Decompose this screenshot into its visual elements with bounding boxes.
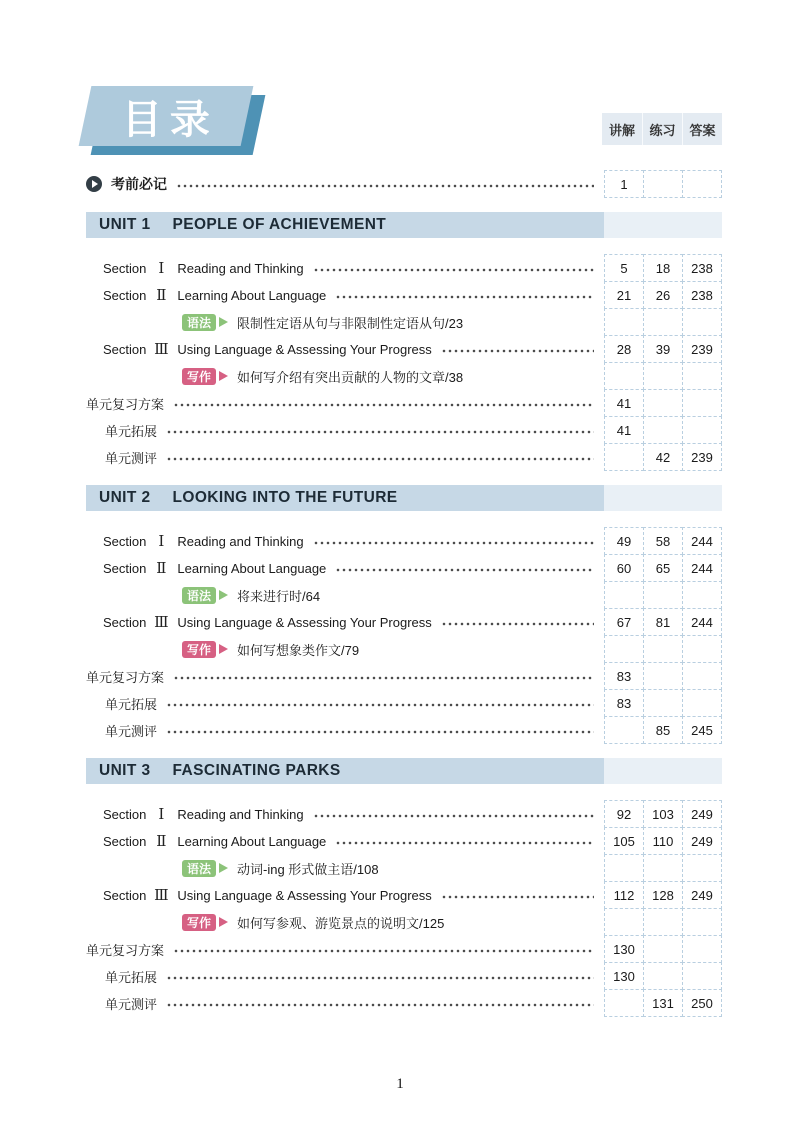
section-word: Section — [103, 287, 147, 303]
section-word: Section — [103, 260, 147, 276]
dot-leader — [313, 268, 594, 272]
arrow-right-icon — [219, 590, 228, 600]
page-cell-explain — [604, 989, 644, 1017]
page-cell-answers — [682, 389, 722, 417]
row-label: 单元复习方案 — [86, 396, 165, 412]
page-cell-explain — [604, 581, 644, 609]
unit-1-rows — [86, 254, 722, 471]
page-cell-answers: 238 — [682, 254, 722, 282]
toc-row-extension — [86, 689, 722, 717]
section-numeral: Ⅰ — [158, 806, 165, 823]
dot-leader — [166, 430, 594, 434]
dot-leader — [441, 622, 594, 626]
dot-leader — [335, 568, 594, 572]
page-cell-practice — [643, 962, 683, 990]
section-word: Section — [103, 341, 147, 357]
page-cell-explain — [604, 443, 644, 471]
writing-badge: 写作 — [182, 368, 216, 385]
pre-exam-label: 考前必记 — [111, 176, 167, 192]
section-numeral: Ⅲ — [154, 341, 169, 358]
page-cell-answers — [682, 170, 722, 198]
toc-row-section — [86, 800, 722, 828]
toc-row-assessment — [86, 443, 722, 471]
section-title: Learning About Language — [177, 560, 327, 576]
page-cell-explain: 1 — [604, 170, 644, 198]
dot-leader — [166, 457, 594, 461]
page-cell-answers: 239 — [682, 443, 722, 471]
page-cell-answers — [682, 662, 722, 690]
grammar-topic: 动词-ing 形式做主语/108 — [237, 861, 379, 877]
section-numeral: Ⅱ — [156, 560, 167, 577]
page-cell-explain — [604, 635, 644, 663]
page-cell-practice — [643, 662, 683, 690]
toc-row-review-plan — [86, 389, 722, 417]
page-cell-practice — [643, 362, 683, 390]
page-cell-practice — [643, 389, 683, 417]
page-cell-answers: 239 — [682, 335, 722, 363]
page-title: 目录 — [122, 97, 218, 142]
toc-row-section — [86, 281, 722, 309]
section-word: Section — [103, 833, 147, 849]
dot-leader — [173, 676, 594, 680]
toc-row-review-plan — [86, 662, 722, 690]
grammar-badge: 语法 — [182, 314, 216, 331]
page-cell-answers — [682, 635, 722, 663]
unit-label: UNIT 2 — [99, 489, 151, 506]
unit-2-rows — [86, 527, 722, 744]
row-label: 单元测评 — [105, 450, 158, 466]
page-cell-answers — [682, 362, 722, 390]
unit-title: FASCINATING PARKS — [172, 762, 341, 779]
page-cell-answers — [682, 908, 722, 936]
page-cell-practice — [643, 854, 683, 882]
page-cell-explain: 105 — [604, 827, 644, 855]
toc-row-section — [86, 554, 722, 582]
page-cell-explain: 92 — [604, 800, 644, 828]
page-cell-practice: 103 — [643, 800, 683, 828]
unit-title: PEOPLE OF ACHIEVEMENT — [172, 216, 387, 233]
page-cell-answers — [682, 962, 722, 990]
grammar-badge: 语法 — [182, 587, 216, 604]
page-cell-practice: 65 — [643, 554, 683, 582]
page-cell-practice: 39 — [643, 335, 683, 363]
toc-row-extension — [86, 416, 722, 444]
section-title: Using Language & Assessing Your Progress — [177, 341, 432, 357]
writing-badge: 写作 — [182, 914, 216, 931]
section-numeral: Ⅰ — [158, 260, 165, 277]
toc-row-review-plan — [86, 935, 722, 963]
row-label: 单元拓展 — [105, 969, 158, 985]
unit-block-2 — [86, 485, 722, 744]
unit-3-band — [86, 758, 604, 784]
page-cell-answers: 249 — [682, 881, 722, 909]
dot-leader — [441, 895, 594, 899]
unit-title: LOOKING INTO THE FUTURE — [172, 489, 398, 506]
unit-1-band — [86, 212, 604, 238]
page-cell-answers: 238 — [682, 281, 722, 309]
row-label: 单元复习方案 — [86, 942, 165, 958]
writing-topic: 如何写介绍有突出贡献的人物的文章/38 — [237, 369, 464, 385]
section-word: Section — [103, 887, 147, 903]
section-word: Section — [103, 560, 147, 576]
toc-row-extension — [86, 962, 722, 990]
unit-3-header — [86, 758, 722, 784]
page-cell-explain: 49 — [604, 527, 644, 555]
page-cell-explain — [604, 362, 644, 390]
row-label: 单元复习方案 — [86, 669, 165, 685]
page-cell-practice — [643, 689, 683, 717]
dot-leader — [313, 814, 594, 818]
page-cell-answers: 244 — [682, 608, 722, 636]
page-cell-explain: 21 — [604, 281, 644, 309]
column-header-explain: 讲解 — [602, 113, 642, 145]
footer-page-number: 1 — [396, 1076, 404, 1092]
page-cell-practice — [643, 935, 683, 963]
unit-3-rows — [86, 800, 722, 1017]
arrow-right-icon — [219, 371, 228, 381]
section-title: Reading and Thinking — [177, 806, 304, 822]
dot-leader — [313, 541, 594, 545]
page-header — [86, 86, 722, 170]
page-cell-explain: 83 — [604, 662, 644, 690]
section-word: Section — [103, 533, 147, 549]
section-numeral: Ⅰ — [158, 533, 165, 550]
writing-topic: 如何写想象类作文/79 — [237, 642, 360, 658]
column-header-practice: 练习 — [642, 113, 682, 145]
section-numeral: Ⅱ — [156, 287, 167, 304]
dot-leader — [173, 949, 594, 953]
dot-leader — [176, 184, 594, 188]
page-cell-answers — [682, 854, 722, 882]
page-cell-explain: 28 — [604, 335, 644, 363]
dot-leader — [453, 922, 594, 926]
toc-row-assessment — [86, 716, 722, 744]
page-cell-answers — [682, 935, 722, 963]
toc-row-section — [86, 827, 722, 855]
section-numeral: Ⅲ — [154, 887, 169, 904]
unit-block-1 — [86, 212, 722, 471]
page-cell-answers — [682, 308, 722, 336]
section-numeral: Ⅲ — [154, 614, 169, 631]
page-cell-practice: 85 — [643, 716, 683, 744]
dot-leader — [166, 1003, 594, 1007]
page-cell-explain: 41 — [604, 389, 644, 417]
page-cell-answers: 249 — [682, 827, 722, 855]
page-cell-practice: 18 — [643, 254, 683, 282]
page-cell-answers: 244 — [682, 554, 722, 582]
unit-label: UNIT 3 — [99, 762, 151, 779]
logo-shape — [79, 86, 254, 146]
dot-leader — [368, 649, 594, 653]
dot-leader — [166, 730, 594, 734]
unit-block-3 — [86, 758, 722, 1017]
pre-exam-row — [86, 170, 722, 198]
writing-topic: 如何写参观、游览景点的说明文/125 — [237, 915, 445, 931]
toc-row-writing — [86, 362, 722, 390]
page-cell-answers — [682, 581, 722, 609]
toc-row-section — [86, 335, 722, 363]
page-cell-practice — [643, 635, 683, 663]
page-cell-explain — [604, 308, 644, 336]
dot-leader — [441, 349, 594, 353]
writing-badge: 写作 — [182, 641, 216, 658]
dot-leader — [329, 595, 594, 599]
unit-band-light-section — [604, 212, 722, 238]
dot-leader — [335, 841, 594, 845]
row-label: 单元拓展 — [105, 423, 158, 439]
section-title: Learning About Language — [177, 833, 327, 849]
page-cell-answers: 249 — [682, 800, 722, 828]
grammar-topic: 将来进行时/64 — [237, 588, 321, 604]
section-word: Section — [103, 614, 147, 630]
page-cell-explain — [604, 908, 644, 936]
page-cell-practice — [643, 581, 683, 609]
row-label: 单元测评 — [105, 723, 158, 739]
arrow-right-icon — [219, 644, 228, 654]
unit-2-band — [86, 485, 604, 511]
toc-row-grammar — [86, 308, 722, 336]
toc-row-assessment — [86, 989, 722, 1017]
page-cell-explain: 130 — [604, 962, 644, 990]
page-cell-practice — [643, 308, 683, 336]
page-cell-answers: 245 — [682, 716, 722, 744]
column-header-answers: 答案 — [682, 113, 722, 145]
toc-row-section — [86, 608, 722, 636]
dot-leader — [166, 703, 594, 707]
toc-row-writing — [86, 908, 722, 936]
grammar-topic: 限制性定语从句与非限制性定语从句/23 — [237, 315, 464, 331]
section-word: Section — [103, 806, 147, 822]
arrow-right-icon — [219, 863, 228, 873]
row-label: 单元测评 — [105, 996, 158, 1012]
page-cell-explain: 41 — [604, 416, 644, 444]
arrow-right-icon — [219, 317, 228, 327]
unit-band-light-section — [604, 485, 722, 511]
page-cell-explain: 112 — [604, 881, 644, 909]
section-title: Using Language & Assessing Your Progress — [177, 887, 432, 903]
toc-row-grammar — [86, 581, 722, 609]
page-cell-practice: 81 — [643, 608, 683, 636]
toc-row-writing — [86, 635, 722, 663]
toc-row-grammar — [86, 854, 722, 882]
dot-leader — [472, 322, 594, 326]
page-cell-explain: 67 — [604, 608, 644, 636]
page-cell-practice — [643, 908, 683, 936]
page-cell-practice: 42 — [643, 443, 683, 471]
page-cell-practice: 128 — [643, 881, 683, 909]
page-cell-practice — [643, 416, 683, 444]
page-cell-practice — [643, 170, 683, 198]
page-cell-practice: 131 — [643, 989, 683, 1017]
page-cell-answers: 250 — [682, 989, 722, 1017]
dot-leader — [335, 295, 594, 299]
unit-1-header — [86, 212, 722, 238]
page-cell-explain — [604, 716, 644, 744]
page-cell-practice: 58 — [643, 527, 683, 555]
page-cell-answers — [682, 689, 722, 717]
section-title: Reading and Thinking — [177, 533, 304, 549]
dot-leader — [388, 868, 594, 872]
toc-row-section — [86, 527, 722, 555]
section-title: Learning About Language — [177, 287, 327, 303]
dot-leader — [166, 976, 594, 980]
dot-leader — [173, 403, 594, 407]
section-title: Using Language & Assessing Your Progress — [177, 614, 432, 630]
page-cell-practice: 26 — [643, 281, 683, 309]
toc-logo — [85, 86, 253, 148]
page-cell-explain: 83 — [604, 689, 644, 717]
page-cell-answers — [682, 416, 722, 444]
grammar-badge: 语法 — [182, 860, 216, 877]
section-title: Reading and Thinking — [177, 260, 304, 276]
toc-row-section — [86, 254, 722, 282]
page-cell-explain: 5 — [604, 254, 644, 282]
play-icon — [86, 176, 102, 192]
page-cell-explain: 130 — [604, 935, 644, 963]
page-cell-explain: 60 — [604, 554, 644, 582]
unit-2-header — [86, 485, 722, 511]
arrow-right-icon — [219, 917, 228, 927]
unit-band-light-section — [604, 758, 722, 784]
page-cell-answers: 244 — [682, 527, 722, 555]
unit-label: UNIT 1 — [99, 216, 151, 233]
row-label: 单元拓展 — [105, 696, 158, 712]
page-columns-header — [602, 113, 722, 145]
toc-row-section — [86, 881, 722, 909]
section-numeral: Ⅱ — [156, 833, 167, 850]
page-cell-practice: 110 — [643, 827, 683, 855]
dot-leader — [472, 376, 594, 380]
page-cell-explain — [604, 854, 644, 882]
